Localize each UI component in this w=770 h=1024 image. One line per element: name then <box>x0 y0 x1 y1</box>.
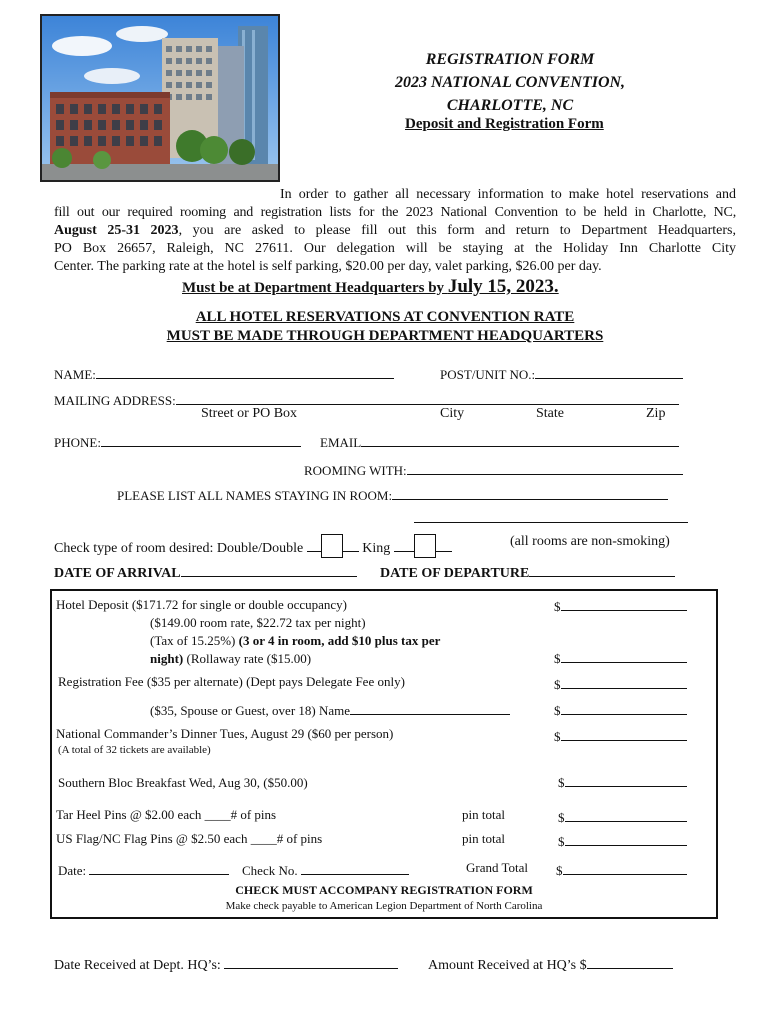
street-caption: Street or PO Box <box>201 406 298 421</box>
guest-fee-amount[interactable] <box>561 700 687 715</box>
dollar-sign: $ <box>554 651 561 666</box>
departure-date-field[interactable] <box>529 562 675 577</box>
list-names-label: PLEASE LIST ALL NAMES STAYING IN ROOM: <box>117 488 393 503</box>
dollar-sign: $ <box>558 834 565 849</box>
dollar-sign: $ <box>554 729 561 744</box>
double-line-left <box>307 537 321 552</box>
hotel-deposit-line4a: night) <box>150 651 184 666</box>
registration-fee-label: Registration Fee ($35 per alternate) (Dept pays Delegate Fee only) <box>58 674 405 689</box>
state-caption: State <box>536 406 564 421</box>
deadline <box>182 276 559 298</box>
hotel-deposit-line2: ($149.00 room rate, $22.72 tax per night) <box>150 615 366 630</box>
departure-label: DATE OF DEPARTURE <box>380 566 530 581</box>
king-checkbox[interactable] <box>414 534 436 558</box>
non-smoking-note: (all rooms are non-smoking) <box>510 534 670 549</box>
date-label: Date: <box>58 863 87 878</box>
usflag-pin-total-label: pin total <box>462 831 505 846</box>
hotel-deposit-line3a: (Tax of 15.25%) <box>150 633 239 648</box>
dollar-sign: $ <box>558 775 565 790</box>
date-received-label: Date Received at Dept. HQ’s: <box>54 958 221 973</box>
intro-paragraph <box>54 186 736 276</box>
hotel-deposit-line1: Hotel Deposit ($171.72 for single or double occupancy) <box>56 597 347 612</box>
usflag-pins-label: US Flag/NC Flag Pins @ $2.50 each ____# of pins <box>56 831 323 846</box>
guest-name-field[interactable] <box>350 700 510 715</box>
phone-field[interactable] <box>101 432 301 447</box>
deadline-prefix: Must be at Department Headquarters by <box>182 280 448 296</box>
hotel-deposit-line4b: (Rollaway rate ($15.00) <box>183 651 312 666</box>
intro-line2: fill out our required rooming and registration lists for the 2023 National Convention to be held in Charlotte, NC, <box>54 205 736 220</box>
double-line-right <box>343 537 359 552</box>
city-caption: City <box>440 406 465 421</box>
breakfast-label: Southern Bloc Breakfast Wed, Aug 30, ($50.00) <box>58 775 308 790</box>
intro-line5: Center. The parking rate at the hotel is self parking, $20.00 per day, valet parking, $26.00 per day. <box>54 259 602 274</box>
check-must-accompany: CHECK MUST ACCOMPANY REGISTRATION FORM <box>235 883 533 897</box>
grand-total-amount[interactable] <box>563 860 687 875</box>
form-subtitle: Deposit and Registration Form <box>405 116 604 132</box>
hotel-photo <box>40 14 280 182</box>
king-line-right <box>436 537 452 552</box>
date-received-field[interactable] <box>224 954 398 969</box>
amount-received-label: Amount Received at HQ’s $ <box>428 958 587 973</box>
form-title-line3: CHARLOTTE, NC <box>446 97 574 114</box>
date-field[interactable] <box>89 860 229 875</box>
email-label: EMAIL <box>320 435 362 450</box>
king-line-left <box>394 537 414 552</box>
rooming-label: ROOMING WITH: <box>304 463 407 478</box>
dollar-sign: $ <box>554 677 561 692</box>
form-title-line2: 2023 NATIONAL CONVENTION, <box>394 74 626 91</box>
dollar-sign: $ <box>556 863 563 878</box>
registration-fee-amount[interactable] <box>561 674 687 689</box>
amount-received-field[interactable] <box>587 954 673 969</box>
names-field-2[interactable] <box>414 508 688 523</box>
dinner-label: National Commander’s Dinner Tues, August 29 ($60 per person) <box>56 726 394 741</box>
mailing-label: MAILING ADDRESS: <box>54 393 176 408</box>
phone-label: PHONE: <box>54 435 101 450</box>
tarheel-pin-total-label: pin total <box>462 807 505 822</box>
rollaway-amount[interactable] <box>561 648 687 663</box>
rooming-with-field[interactable] <box>407 460 683 475</box>
grand-total-label: Grand Total <box>466 860 529 875</box>
room-type-label: Check type of room desired: Double/Double <box>54 541 304 556</box>
notice-line2: MUST BE MADE THROUGH DEPARTMENT HEADQUARTERS <box>166 328 604 344</box>
notice-line1: ALL HOTEL RESERVATIONS AT CONVENTION RATE <box>195 309 575 325</box>
dinner-amount[interactable] <box>561 726 687 741</box>
payable-note: Make check payable to American Legion Department of North Carolina <box>225 900 543 912</box>
dollar-sign: $ <box>554 703 561 718</box>
names-field-1[interactable] <box>392 485 668 500</box>
intro-dates: August 25-31 2023 <box>54 223 179 238</box>
breakfast-amount[interactable] <box>565 772 687 787</box>
name-label: NAME: <box>54 367 96 382</box>
check-no-field[interactable] <box>301 860 409 875</box>
tarheel-pins-label: Tar Heel Pins @ $2.00 each ____# of pins <box>56 807 277 822</box>
double-checkbox[interactable] <box>321 534 343 558</box>
zip-caption: Zip <box>646 406 666 421</box>
intro-line4: PO Box 26657, Raleigh, NC 27611. Our delegation will be staying at the Holiday Inn Charlotte City <box>54 241 736 256</box>
arrival-date-field[interactable] <box>181 562 357 577</box>
intro-line1: In order to gather all necessary information to make hotel reservations and <box>280 187 736 202</box>
guest-fee-label: ($35, Spouse or Guest, over 18) Name <box>150 703 351 718</box>
hotel-deposit-line3b: (3 or 4 in room, add $10 plus tax per <box>238 633 441 648</box>
arrival-label: DATE OF ARRIVAL <box>54 566 181 581</box>
dollar-sign: $ <box>558 810 565 825</box>
dinner-note: (A total of 32 tickets are available) <box>58 744 211 756</box>
email-field[interactable] <box>361 432 679 447</box>
mailing-address-field[interactable] <box>176 390 679 405</box>
intro-line3: , you are asked to please fill out this form and return to Department Headquarters, <box>178 223 736 238</box>
post-label: POST/UNIT NO.: <box>440 367 536 382</box>
dollar-sign: $ <box>554 599 561 614</box>
king-label: King <box>362 541 391 556</box>
deadline-date: July 15, 2023. <box>447 276 559 297</box>
tarheel-pins-amount[interactable] <box>565 807 687 822</box>
post-unit-field[interactable] <box>535 364 683 379</box>
hotel-deposit-amount[interactable] <box>561 596 687 611</box>
name-field[interactable] <box>96 364 394 379</box>
check-no-label: Check No. <box>242 863 298 878</box>
usflag-pins-amount[interactable] <box>565 831 687 846</box>
form-title-line1: REGISTRATION FORM <box>425 51 595 68</box>
